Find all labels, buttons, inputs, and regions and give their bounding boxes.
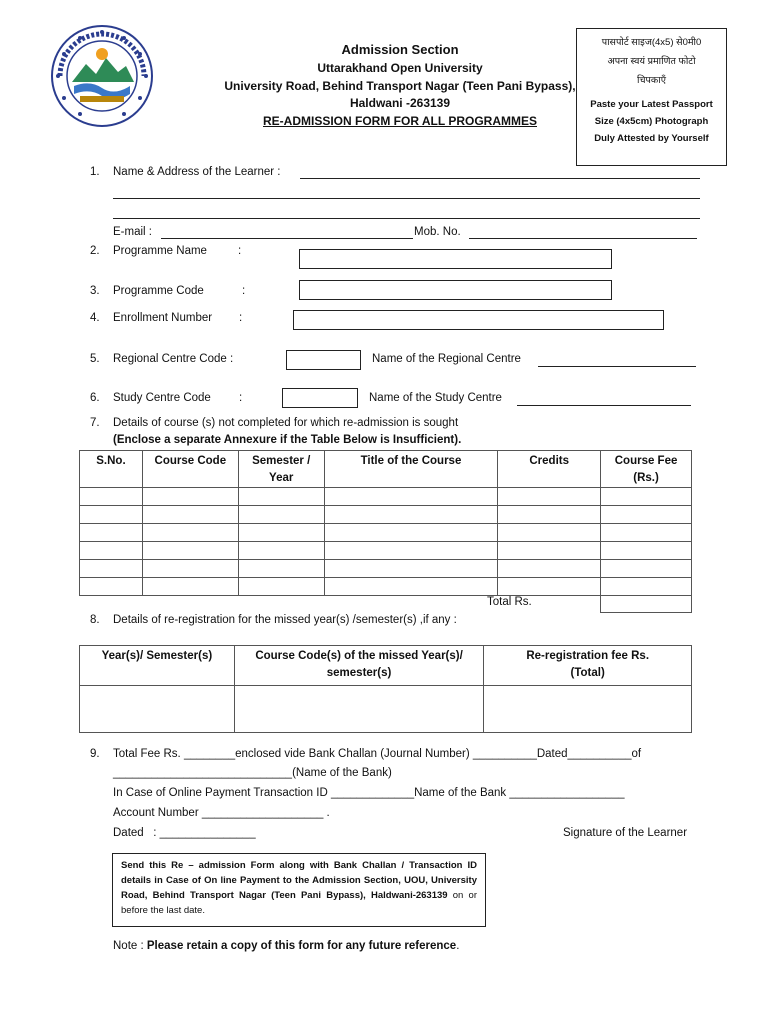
col-sno: S.No. [80,451,143,488]
online-payment-line[interactable]: In Case of Online Payment Transaction ID _____________Name of the Bank __________________ [113,787,625,799]
q2-label: Programme Name [113,245,207,257]
q9-number: 9. [90,748,100,760]
q8-label: Details of re-registration for the missed year(s) /semester(s) ,if any : [113,614,457,626]
university-address: University Road, Behind Transport Nagar (Teen Pani Bypass), [224,79,576,93]
table-row[interactable] [80,488,692,506]
mob-label: Mob. No. [414,226,461,238]
col-fee-line2: (Rs.) [633,472,659,484]
q5-number: 5. [90,353,100,365]
q4-label: Enrollment Number [113,312,213,324]
reregistration-table [79,645,692,733]
col-missed-course-code [234,646,484,686]
col-semester-line2: Year [269,472,294,484]
footer-note-dot: . [456,940,460,952]
fee-line-b[interactable]: ____________________________(Name of the Bank) [113,767,392,779]
study-centre-name-line[interactable] [517,405,691,406]
table-row[interactable] [80,506,692,524]
col-missed-code-line1: Course Code(s) of the missed Year(s)/ [255,650,463,662]
name-address-line-1[interactable] [300,178,700,179]
q3-number: 3. [90,285,100,297]
col-rereg-fee-line1: Re-registration fee Rs. [526,650,650,662]
fee-line-a[interactable]: Total Fee Rs. ________enclosed vide Bank Challan (Journal Number) __________Dated__________of [113,748,642,760]
mobile-line[interactable] [469,238,697,239]
q2-colon: : [238,245,242,257]
footer-note [113,940,459,952]
table-row[interactable] [80,524,692,542]
col-title: Title of the Course [324,451,498,488]
footer-note-text: Please retain a copy of this form for any future reference [146,940,457,952]
q4-colon: : [239,312,243,324]
form-title: RE-ADMISSION FORM FOR ALL PROGRAMMES [263,114,537,128]
col-missed-code-line2: semester(s) [326,667,392,679]
university-logo [50,24,154,128]
col-fee [601,451,692,488]
photo-en-line1: Paste your Latest Passport [590,99,713,110]
photo-hindi-line2: अपना स्वयं प्रमाणित फोटो [607,56,696,67]
name-address-line-3[interactable] [113,218,700,219]
q1-label: Name & Address of the Learner : [113,166,281,178]
name-address-line-2[interactable] [113,198,700,199]
instructions-bold: Send this Re – admission Form along with Bank Challan / Transaction ID details in Case of On line Payment to the Admission Section, UOU, University Road, Behind Transport Nagar (Teen Pani Bypass), Haldwani-263139 [121,860,477,901]
col-year-semester: Year(s)/ Semester(s) [80,646,235,686]
col-fee-line1: Course Fee [614,455,678,467]
footer-note-label: Note : [113,940,144,952]
table-row[interactable] [80,542,692,560]
q3-colon: : [242,285,246,297]
enrollment-number-input[interactable] [293,310,664,330]
form-title-wrap [200,114,600,128]
q8-number: 8. [90,614,100,626]
total-fee-cell[interactable] [600,595,692,613]
programme-name-input[interactable] [299,249,612,269]
email-line[interactable] [161,238,413,239]
study-centre-name-label: Name of the Study Centre [369,392,502,404]
q7-number: 7. [90,417,100,429]
instructions-normal: on or before the last date. [121,890,477,916]
photo-hindi-line3: चिपकाऍं [637,75,666,86]
total-label: Total Rs. [487,596,532,608]
table-row[interactable] [80,560,692,578]
university-name: Uttarakhand Open University [317,61,483,75]
q2-number: 2. [90,245,100,257]
q1-number: 1. [90,166,100,178]
regional-centre-name-label: Name of the Regional Centre [372,353,521,365]
table-row[interactable] [80,686,692,733]
q6-label: Study Centre Code [113,392,211,404]
col-semester [238,451,324,488]
study-centre-code-input[interactable] [282,388,358,408]
university-city: Haldwani -263139 [349,96,451,110]
regional-centre-name-line[interactable] [538,366,696,367]
regional-centre-code-input[interactable] [286,350,361,370]
q4-number: 4. [90,312,100,324]
col-semester-line1: Semester / [252,455,311,467]
col-credits: Credits [498,451,601,488]
q7-label: Details of course (s) not completed for which re-admission is sought [113,417,459,429]
col-course-code: Course Code [142,451,238,488]
course-table [79,450,692,596]
email-label: E-mail : [113,226,152,238]
q3-label: Programme Code [113,285,204,297]
admission-section-title: Admission Section [341,42,459,57]
dated-line[interactable]: Dated : _______________ [113,827,256,839]
photo-hindi-line1: पासपोर्ट साइज(4x5) से0मी0 [601,37,702,48]
photo-box[interactable] [576,28,727,166]
signature-label: Signature of the Learner [563,827,688,839]
q6-number: 6. [90,392,100,404]
programme-code-input[interactable] [299,280,612,300]
q7-note: (Enclose a separate Annexure if the Table Below is Insufficient). [113,434,462,446]
q5-label: Regional Centre Code : [113,353,234,365]
account-number-line[interactable]: Account Number ___________________ . [113,807,330,819]
col-rereg-fee [484,646,692,686]
table-row[interactable] [80,578,692,596]
photo-en-line3: Duly Attested by Yourself [594,133,709,144]
photo-en-line2: Size (4x5cm) Photograph [594,116,709,127]
col-rereg-fee-line2: (Total) [570,667,605,679]
instructions-box [112,853,486,927]
q6-colon: : [239,392,243,404]
